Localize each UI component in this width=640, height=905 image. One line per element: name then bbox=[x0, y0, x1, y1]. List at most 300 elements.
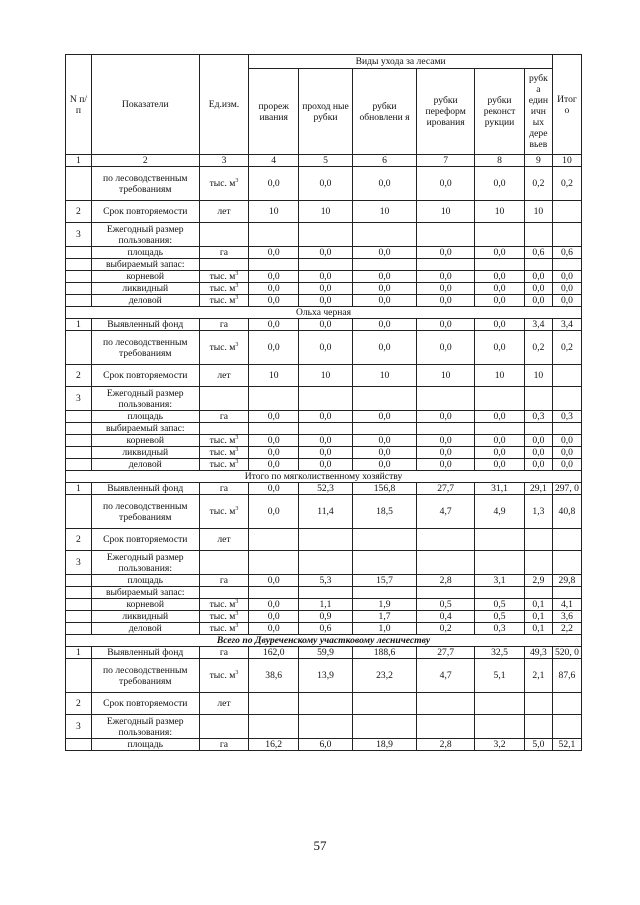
row-label: деловой bbox=[91, 295, 199, 307]
row-value: 2,9 bbox=[524, 575, 552, 587]
table-row bbox=[66, 387, 582, 411]
row-value bbox=[552, 715, 581, 739]
row-label: корневой bbox=[91, 271, 199, 283]
row-number: 1 bbox=[66, 647, 92, 659]
row-value: 0,0 bbox=[417, 319, 475, 331]
row-value: 0,3 bbox=[524, 411, 552, 423]
row-number bbox=[66, 259, 92, 271]
row-value: 0,0 bbox=[417, 247, 475, 259]
unit-exponent: 3 bbox=[235, 434, 239, 441]
row-value: 0,5 bbox=[475, 611, 525, 623]
header-col-indicator: Показатели bbox=[91, 55, 199, 155]
row-label: Срок повторяемости bbox=[91, 365, 199, 387]
row-number bbox=[66, 599, 92, 611]
row-value: 0,0 bbox=[299, 271, 353, 283]
row-value: 52,1 bbox=[552, 739, 581, 751]
row-value: 40,8 bbox=[552, 495, 581, 529]
row-label: Срок повторяемости bbox=[91, 529, 199, 551]
row-value: 4,7 bbox=[417, 495, 475, 529]
row-number bbox=[66, 739, 92, 751]
table-row bbox=[66, 271, 582, 283]
row-value: 0,0 bbox=[417, 295, 475, 307]
row-label: площадь bbox=[91, 575, 199, 587]
row-value: 4,7 bbox=[417, 659, 475, 693]
row-value: 0,0 bbox=[475, 331, 525, 365]
col-number: 2 bbox=[91, 155, 199, 167]
col-number: 4 bbox=[249, 155, 299, 167]
row-value bbox=[249, 587, 299, 599]
row-value: 0,0 bbox=[249, 271, 299, 283]
table-row bbox=[66, 447, 582, 459]
row-value: 0,0 bbox=[417, 447, 475, 459]
row-value: 2,2 bbox=[552, 623, 581, 635]
row-value: 0,0 bbox=[249, 319, 299, 331]
row-unit: тыс. $м^3$ bbox=[199, 295, 249, 307]
row-label: ликвидный bbox=[91, 283, 199, 295]
row-number: 3 bbox=[66, 551, 92, 575]
row-value: 0,0 bbox=[249, 623, 299, 635]
row-value: 29,8 bbox=[552, 575, 581, 587]
table-row bbox=[66, 495, 582, 529]
row-number: 2 bbox=[66, 529, 92, 551]
row-label: ликвидный bbox=[91, 447, 199, 459]
row-label: корневой bbox=[91, 599, 199, 611]
row-value: 0,0 bbox=[417, 411, 475, 423]
row-value: 0,2 bbox=[552, 167, 581, 201]
row-value: 0,0 bbox=[552, 447, 581, 459]
row-value: 0,0 bbox=[552, 459, 581, 471]
row-value bbox=[352, 529, 416, 551]
row-value: 5,1 bbox=[475, 659, 525, 693]
section-title-row bbox=[66, 635, 582, 647]
row-value: 0,0 bbox=[249, 447, 299, 459]
row-number: 2 bbox=[66, 365, 92, 387]
row-label: по лесоводственным требованиям bbox=[91, 167, 199, 201]
row-value: 0,0 bbox=[352, 447, 416, 459]
row-value: 10 bbox=[299, 201, 353, 223]
table-row bbox=[66, 647, 582, 659]
row-value bbox=[249, 529, 299, 551]
header-col-single-tree-cut: рубк а един ичн ых дере вьев bbox=[524, 69, 552, 155]
row-value bbox=[552, 551, 581, 575]
row-label: выбираемый запас: bbox=[91, 587, 199, 599]
unit-exponent: 3 bbox=[235, 294, 239, 301]
row-value bbox=[524, 587, 552, 599]
row-number bbox=[66, 283, 92, 295]
row-value: 0,0 bbox=[249, 483, 299, 495]
row-label: Выявленный фонд bbox=[91, 483, 199, 495]
row-value bbox=[475, 529, 525, 551]
header-col-total: Итог о bbox=[552, 55, 581, 155]
row-value: 0,0 bbox=[299, 167, 353, 201]
row-number bbox=[66, 495, 92, 529]
row-value: 0,0 bbox=[352, 283, 416, 295]
header-col-thinning: прореж ивания bbox=[249, 69, 299, 155]
row-label: Срок повторяемости bbox=[91, 693, 199, 715]
row-value bbox=[552, 365, 581, 387]
table-row bbox=[66, 575, 582, 587]
row-value bbox=[552, 259, 581, 271]
row-value bbox=[417, 259, 475, 271]
row-value bbox=[352, 387, 416, 411]
row-value: 3,1 bbox=[475, 575, 525, 587]
row-unit bbox=[199, 587, 249, 599]
row-number bbox=[66, 247, 92, 259]
row-value bbox=[352, 259, 416, 271]
row-value bbox=[417, 693, 475, 715]
row-value bbox=[552, 223, 581, 247]
row-unit: тыс. $м^3$ bbox=[199, 331, 249, 365]
row-unit: лет bbox=[199, 201, 249, 223]
row-label: ликвидный bbox=[91, 611, 199, 623]
col-number: 6 bbox=[352, 155, 416, 167]
row-value: 0,0 bbox=[249, 435, 299, 447]
table-row bbox=[66, 295, 582, 307]
table-row bbox=[66, 167, 582, 201]
row-number: 2 bbox=[66, 201, 92, 223]
row-value: 87,6 bbox=[552, 659, 581, 693]
row-value: 18,5 bbox=[352, 495, 416, 529]
row-unit: тыс. $м^3$ bbox=[199, 599, 249, 611]
row-value: 10 bbox=[249, 201, 299, 223]
row-value: 0,0 bbox=[352, 459, 416, 471]
row-value: 10 bbox=[524, 201, 552, 223]
row-value: 15,7 bbox=[352, 575, 416, 587]
row-value: 0,0 bbox=[524, 271, 552, 283]
col-number: 5 bbox=[299, 155, 353, 167]
row-value: 1,0 bbox=[352, 623, 416, 635]
row-label: площадь bbox=[91, 739, 199, 751]
row-value: 0,0 bbox=[352, 271, 416, 283]
row-value bbox=[352, 423, 416, 435]
table-row bbox=[66, 599, 582, 611]
row-value: 2,8 bbox=[417, 739, 475, 751]
row-value: 0,4 bbox=[417, 611, 475, 623]
row-unit bbox=[199, 423, 249, 435]
row-unit: га bbox=[199, 319, 249, 331]
row-value: 0,0 bbox=[249, 611, 299, 623]
row-value bbox=[417, 587, 475, 599]
row-value: 0,2 bbox=[417, 623, 475, 635]
row-value: 0,5 bbox=[417, 599, 475, 611]
row-value bbox=[417, 387, 475, 411]
row-unit: га bbox=[199, 575, 249, 587]
header-col-renewal-cut: рубки обновлени я bbox=[352, 69, 416, 155]
row-unit: тыс. $м^3$ bbox=[199, 623, 249, 635]
row-label: по лесоводственным требованиям bbox=[91, 495, 199, 529]
row-number bbox=[66, 271, 92, 283]
unit-exponent: 3 bbox=[235, 270, 239, 277]
row-number bbox=[66, 435, 92, 447]
row-value: 0,0 bbox=[299, 447, 353, 459]
row-value: 0,0 bbox=[249, 247, 299, 259]
row-label: Выявленный фонд bbox=[91, 647, 199, 659]
row-value bbox=[475, 387, 525, 411]
row-value: 0,0 bbox=[475, 459, 525, 471]
row-number bbox=[66, 295, 92, 307]
header-col-unit: Ед.изм. bbox=[199, 55, 249, 155]
header-col-reformation-cut: рубки переформ ирования bbox=[417, 69, 475, 155]
row-value: 0,0 bbox=[299, 247, 353, 259]
row-value: 6,0 bbox=[299, 739, 353, 751]
row-value: 5,3 bbox=[299, 575, 353, 587]
row-label: выбираемый запас: bbox=[91, 259, 199, 271]
row-value: 0,0 bbox=[524, 447, 552, 459]
row-value: 2,8 bbox=[417, 575, 475, 587]
row-number bbox=[66, 423, 92, 435]
row-value: 11,4 bbox=[299, 495, 353, 529]
row-label: деловой bbox=[91, 459, 199, 471]
page-number: 57 bbox=[313, 838, 327, 853]
row-value: 0,0 bbox=[299, 319, 353, 331]
row-value: 0,0 bbox=[299, 435, 353, 447]
section-title: Ольха черная bbox=[66, 307, 582, 319]
unit-exponent: 3 bbox=[235, 505, 239, 512]
row-value: 27,7 bbox=[417, 647, 475, 659]
row-label: деловой bbox=[91, 623, 199, 635]
col-number: 3 bbox=[199, 155, 249, 167]
row-value bbox=[524, 715, 552, 739]
header-col-no: N п/п bbox=[66, 55, 92, 155]
row-value: 1,9 bbox=[352, 599, 416, 611]
row-value bbox=[352, 551, 416, 575]
row-value: 0,0 bbox=[475, 247, 525, 259]
table-row bbox=[66, 739, 582, 751]
row-value: 0,0 bbox=[352, 167, 416, 201]
table-row bbox=[66, 223, 582, 247]
row-value: 0,0 bbox=[552, 283, 581, 295]
row-number: 3 bbox=[66, 715, 92, 739]
col-number: 1 bbox=[66, 155, 92, 167]
row-value bbox=[552, 201, 581, 223]
row-value: 0,0 bbox=[475, 435, 525, 447]
row-value: 10 bbox=[475, 201, 525, 223]
row-unit: тыс. $м^3$ bbox=[199, 283, 249, 295]
row-value: 10 bbox=[249, 365, 299, 387]
row-value: 0,0 bbox=[552, 435, 581, 447]
row-number bbox=[66, 331, 92, 365]
row-value: 10 bbox=[417, 365, 475, 387]
row-number bbox=[66, 459, 92, 471]
row-value: 4,1 bbox=[552, 599, 581, 611]
unit-exponent: 3 bbox=[235, 446, 239, 453]
row-value: 5,0 bbox=[524, 739, 552, 751]
row-value bbox=[249, 259, 299, 271]
row-value: 0,0 bbox=[249, 295, 299, 307]
section-title: Всего по Двуреченскому участковому лесничеству bbox=[66, 635, 582, 647]
row-unit: лет bbox=[199, 529, 249, 551]
table-row bbox=[66, 259, 582, 271]
row-value bbox=[417, 423, 475, 435]
table-row bbox=[66, 483, 582, 495]
row-value bbox=[552, 587, 581, 599]
section-title-row bbox=[66, 307, 582, 319]
row-number bbox=[66, 575, 92, 587]
row-value: 3,2 bbox=[475, 739, 525, 751]
row-unit: га bbox=[199, 247, 249, 259]
row-number: 1 bbox=[66, 483, 92, 495]
row-value: 4,9 bbox=[475, 495, 525, 529]
table-row bbox=[66, 331, 582, 365]
row-value: 32,5 bbox=[475, 647, 525, 659]
table-row bbox=[66, 435, 582, 447]
row-value: 0,1 bbox=[524, 623, 552, 635]
row-number bbox=[66, 167, 92, 201]
row-label: корневой bbox=[91, 435, 199, 447]
row-value: 0,0 bbox=[475, 283, 525, 295]
row-value: 10 bbox=[524, 365, 552, 387]
row-value: 162,0 bbox=[249, 647, 299, 659]
row-number bbox=[66, 623, 92, 635]
row-label: по лесоводственным требованиям bbox=[91, 331, 199, 365]
unit-exponent: 3 bbox=[235, 177, 239, 184]
table-row bbox=[66, 529, 582, 551]
row-value bbox=[299, 529, 353, 551]
row-value: 0,3 bbox=[552, 411, 581, 423]
col-number: 10 bbox=[552, 155, 581, 167]
row-label: площадь bbox=[91, 247, 199, 259]
row-number bbox=[66, 611, 92, 623]
row-value bbox=[352, 693, 416, 715]
section-title: Итого по мягколиственному хозяйству bbox=[66, 471, 582, 483]
row-value: 0,0 bbox=[249, 599, 299, 611]
row-value: 0,0 bbox=[475, 167, 525, 201]
row-value: 0,0 bbox=[299, 411, 353, 423]
row-value: 0,6 bbox=[299, 623, 353, 635]
row-value bbox=[552, 693, 581, 715]
row-unit bbox=[199, 223, 249, 247]
row-value: 0,0 bbox=[299, 283, 353, 295]
row-value: 3,4 bbox=[552, 319, 581, 331]
row-unit: га bbox=[199, 483, 249, 495]
row-value: 0,2 bbox=[524, 331, 552, 365]
row-value bbox=[552, 529, 581, 551]
unit-exponent: 3 bbox=[235, 610, 239, 617]
row-label: выбираемый запас: bbox=[91, 423, 199, 435]
row-unit bbox=[199, 715, 249, 739]
row-value: 0,2 bbox=[524, 167, 552, 201]
row-value: 10 bbox=[417, 201, 475, 223]
row-unit: лет bbox=[199, 693, 249, 715]
row-number bbox=[66, 659, 92, 693]
row-value: 0,0 bbox=[249, 283, 299, 295]
row-value: 0,0 bbox=[524, 459, 552, 471]
row-number bbox=[66, 411, 92, 423]
row-number bbox=[66, 447, 92, 459]
row-value bbox=[552, 423, 581, 435]
row-value: 0,0 bbox=[299, 331, 353, 365]
table-row bbox=[66, 365, 582, 387]
row-number bbox=[66, 587, 92, 599]
row-value bbox=[417, 223, 475, 247]
row-value: 188,6 bbox=[352, 647, 416, 659]
row-value: 0,0 bbox=[417, 331, 475, 365]
row-value bbox=[475, 551, 525, 575]
row-value: 0,3 bbox=[475, 623, 525, 635]
row-value: 10 bbox=[299, 365, 353, 387]
row-value: 2,1 bbox=[524, 659, 552, 693]
forest-care-table bbox=[65, 54, 582, 751]
row-unit: га bbox=[199, 411, 249, 423]
col-number: 9 bbox=[524, 155, 552, 167]
row-value bbox=[524, 693, 552, 715]
row-value: 3,6 bbox=[552, 611, 581, 623]
row-value bbox=[524, 551, 552, 575]
table-row bbox=[66, 411, 582, 423]
row-value: 0,2 bbox=[552, 331, 581, 365]
row-unit: тыс. $м^3$ bbox=[199, 167, 249, 201]
row-value: 1,3 bbox=[524, 495, 552, 529]
row-value: 0,9 bbox=[299, 611, 353, 623]
row-unit: га bbox=[199, 647, 249, 659]
row-value bbox=[299, 587, 353, 599]
row-unit: тыс. $м^3$ bbox=[199, 435, 249, 447]
row-value: 0,0 bbox=[352, 319, 416, 331]
row-value: 0,0 bbox=[524, 283, 552, 295]
row-unit bbox=[199, 259, 249, 271]
row-value bbox=[524, 387, 552, 411]
row-value: 0,0 bbox=[249, 575, 299, 587]
table-row bbox=[66, 693, 582, 715]
row-value bbox=[524, 423, 552, 435]
row-value bbox=[417, 529, 475, 551]
row-label: Срок повторяемости bbox=[91, 201, 199, 223]
row-value: 49,3 bbox=[524, 647, 552, 659]
row-value: 31,1 bbox=[475, 483, 525, 495]
row-unit: лет bbox=[199, 365, 249, 387]
row-value: 0,0 bbox=[352, 435, 416, 447]
row-label: по лесоводственным требованиям bbox=[91, 659, 199, 693]
row-value: 0,0 bbox=[352, 295, 416, 307]
header-group-title: Виды ухода за лесами bbox=[249, 55, 553, 69]
table-row bbox=[66, 623, 582, 635]
row-value: 1,7 bbox=[352, 611, 416, 623]
row-value: 0,1 bbox=[524, 599, 552, 611]
row-unit: га bbox=[199, 739, 249, 751]
row-value: 13,9 bbox=[299, 659, 353, 693]
row-value: 0,0 bbox=[552, 295, 581, 307]
row-value bbox=[299, 551, 353, 575]
row-value: 0,0 bbox=[249, 459, 299, 471]
table-row bbox=[66, 551, 582, 575]
row-value bbox=[249, 387, 299, 411]
row-value bbox=[249, 223, 299, 247]
unit-exponent: 3 bbox=[235, 669, 239, 676]
row-value: 1,1 bbox=[299, 599, 353, 611]
table-row bbox=[66, 715, 582, 739]
row-value bbox=[299, 387, 353, 411]
table-row bbox=[66, 587, 582, 599]
row-unit: тыс. $м^3$ bbox=[199, 271, 249, 283]
header-number-row bbox=[66, 155, 582, 167]
row-value: 18,9 bbox=[352, 739, 416, 751]
row-value bbox=[552, 387, 581, 411]
row-value bbox=[475, 693, 525, 715]
row-value: 10 bbox=[352, 201, 416, 223]
col-number: 8 bbox=[475, 155, 525, 167]
row-value: 0,0 bbox=[417, 167, 475, 201]
row-value bbox=[475, 715, 525, 739]
row-value: 520, 0 bbox=[552, 647, 581, 659]
table-row bbox=[66, 283, 582, 295]
row-value: 59,9 bbox=[299, 647, 353, 659]
table-row bbox=[66, 659, 582, 693]
row-value: 0,0 bbox=[352, 411, 416, 423]
row-value: 29,1 bbox=[524, 483, 552, 495]
row-value bbox=[417, 715, 475, 739]
row-value bbox=[417, 551, 475, 575]
row-value: 0,5 bbox=[475, 599, 525, 611]
